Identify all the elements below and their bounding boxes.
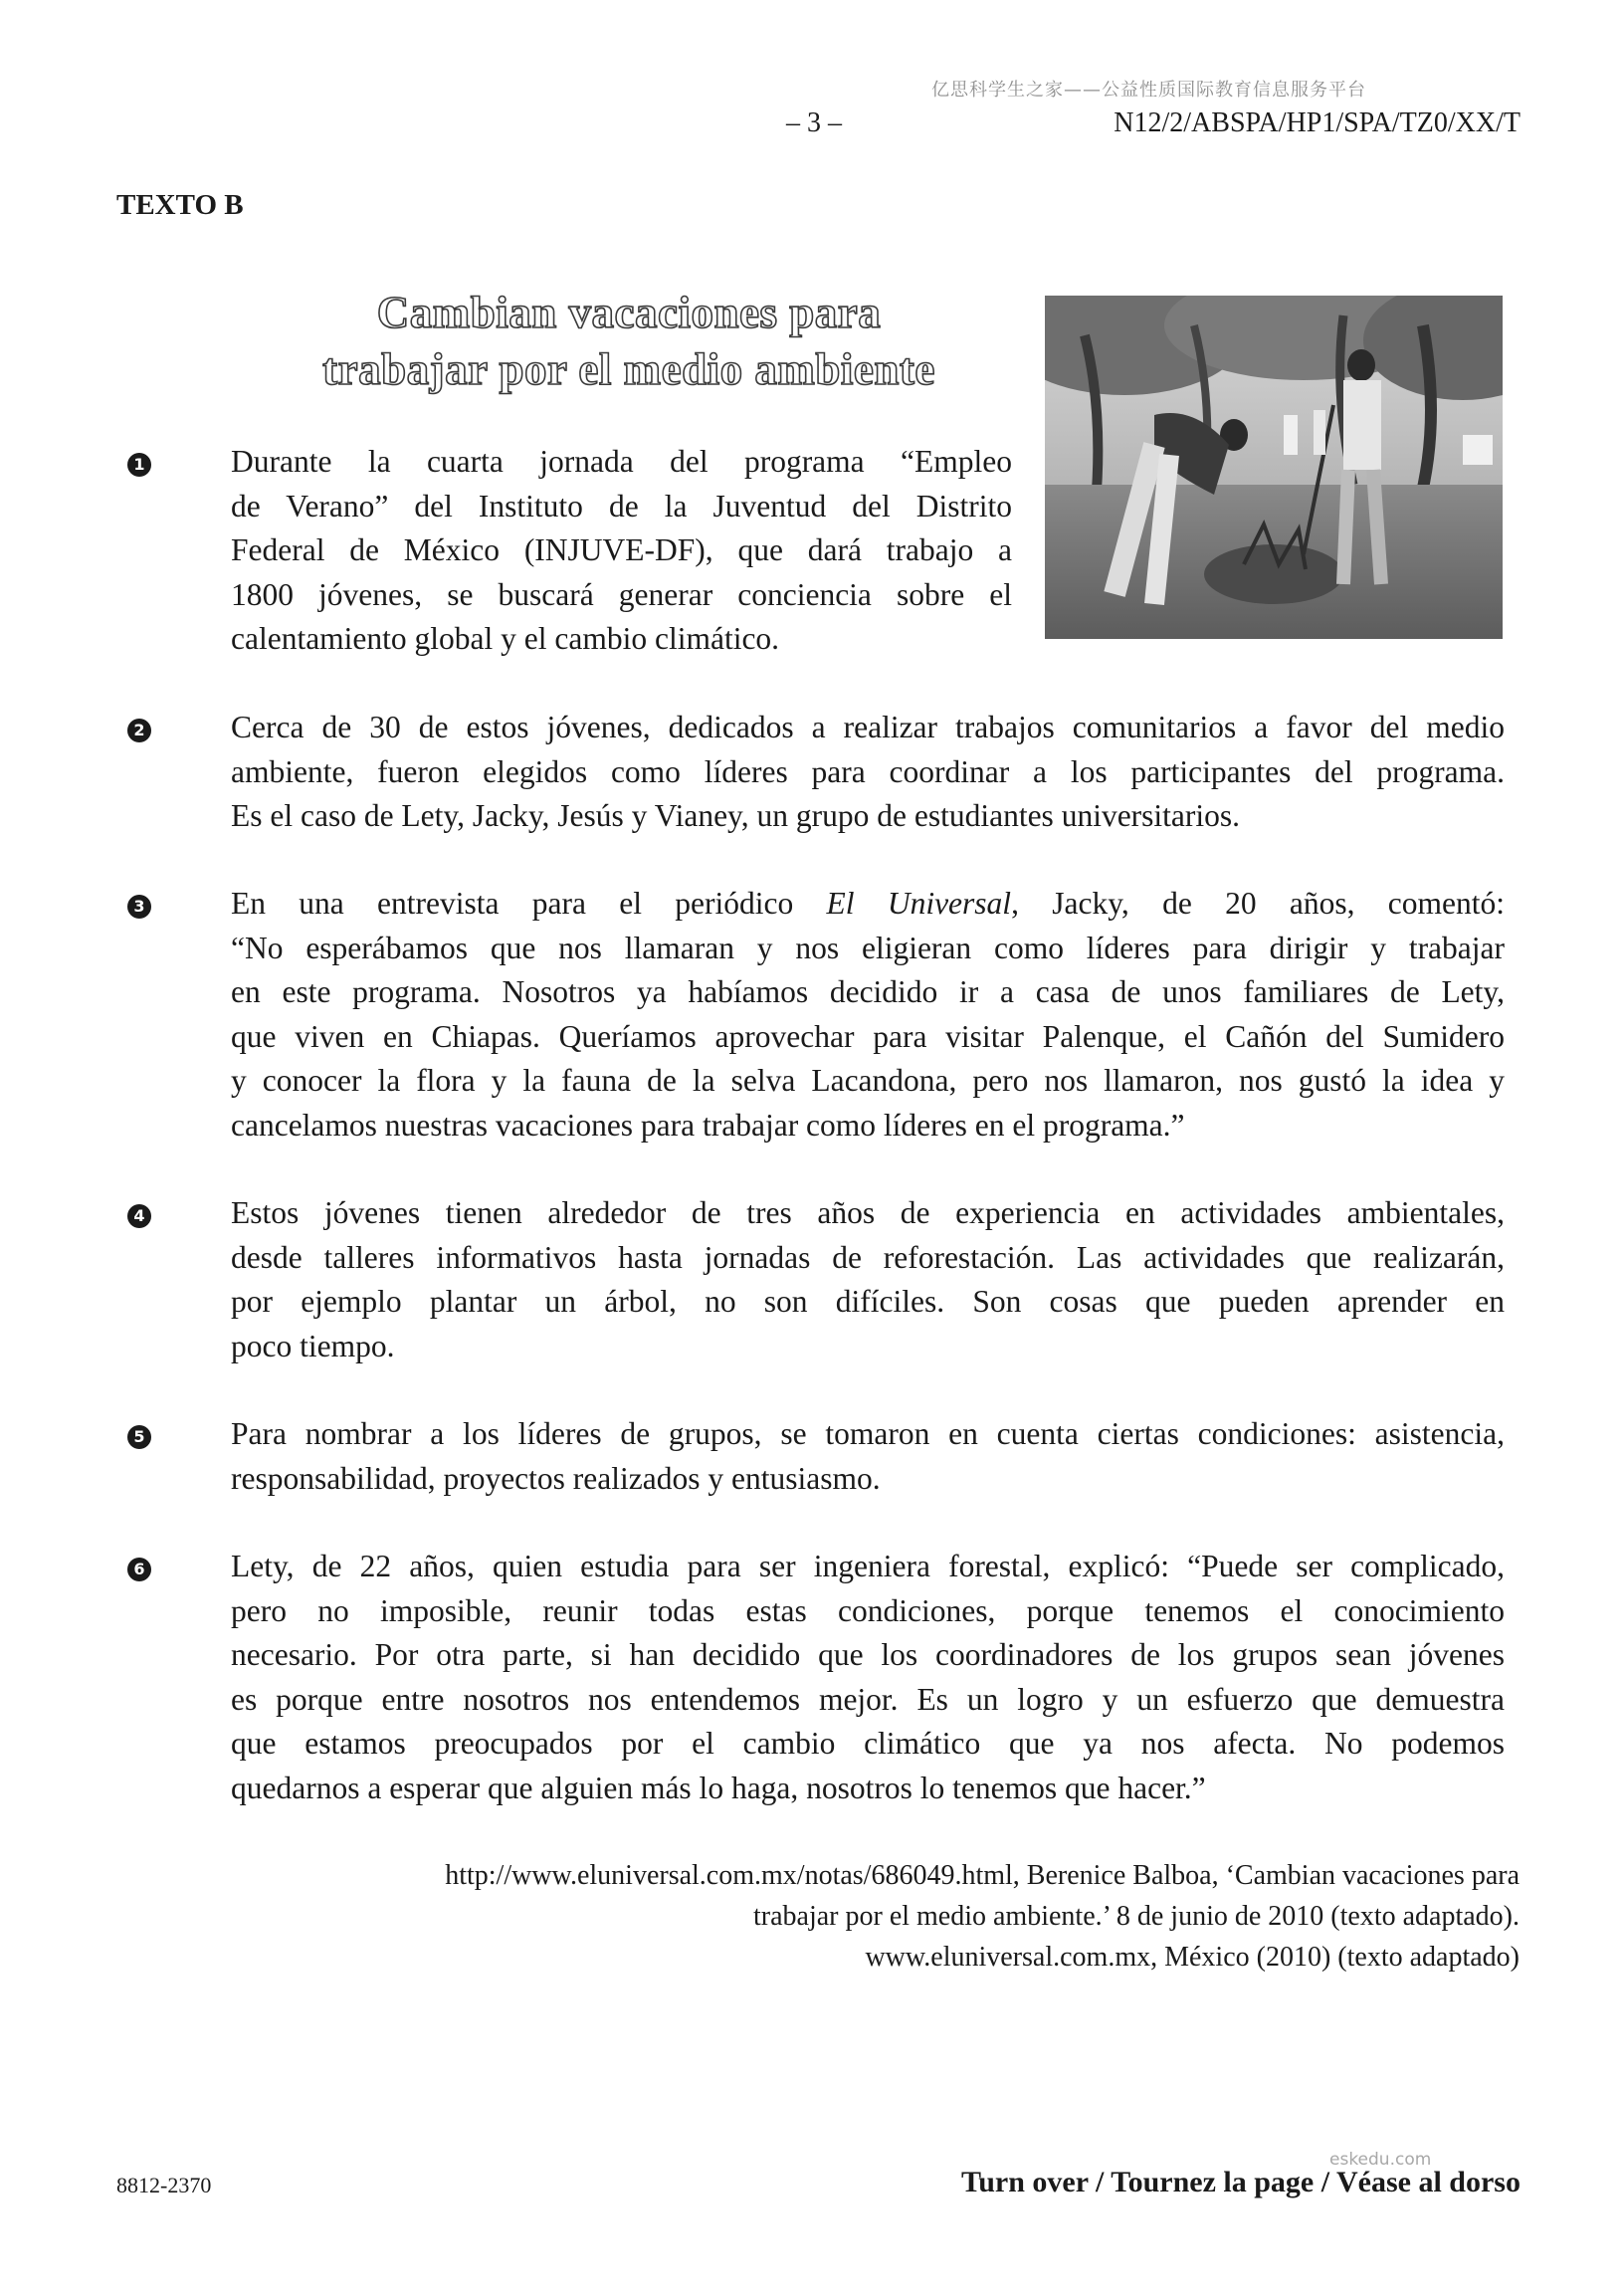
paragraph-number-5: 5: [127, 1425, 151, 1449]
paragraph-6-line: es porque entre nosotros nos entendemos mejor. Es un logro y un esfuerzo que demuestra: [231, 1681, 1505, 1717]
source-line-3: www.eluniversal.com.mx, México (2010) (texto adaptado): [865, 1942, 1520, 1973]
article-title-line-1: Cambian vacaciones para: [376, 288, 882, 337]
newspaper-name: El Universal: [826, 886, 1012, 921]
paragraph-6-line: quedarnos a esperar que alguien más lo haga, nosotros lo tenemos que hacer.”: [231, 1770, 1206, 1805]
paragraph-4-line: por ejemplo plantar un árbol, no son difíciles. Son cosas que pueden aprender en: [231, 1284, 1505, 1319]
paragraph-number-1: 1: [127, 453, 151, 477]
paragraph-5: [231, 1412, 1505, 1501]
paragraph-3-line: cancelamos nuestras vacaciones para trabajar como líderes en el programa.”: [231, 1107, 1185, 1143]
paragraph-4-line: poco tiempo.: [231, 1328, 395, 1363]
paragraph-3-line: que viven en Chiapas. Queríamos aprovechar para visitar Palenque, el Cañón del Sumidero: [231, 1018, 1505, 1054]
paragraph-1-line: calentamiento global y el cambio climático.: [231, 621, 780, 656]
source-line-1: http://www.eluniversal.com.mx/notas/686049.html, Berenice Balboa, ‘Cambian vacaciones para: [445, 1860, 1520, 1891]
paragraph-number-4: 4: [127, 1204, 151, 1228]
paragraph-number-3: 3: [127, 895, 151, 919]
paragraph-6-line: pero no imposible, reunir todas estas condiciones, porque tenemos el conocimiento: [231, 1592, 1505, 1628]
paragraph-1-line: Federal de México (INJUVE-DF), que dará trabajo a: [231, 532, 1012, 567]
paragraph-6-line: que estamos preocupados por el cambio climático que ya nos afecta. No podemos: [231, 1726, 1505, 1761]
article-photo: [1045, 296, 1503, 639]
paragraph-2-line: ambiente, fueron elegidos como líderes para coordinar a los participantes del programa.: [231, 753, 1505, 789]
paragraph-number-2: 2: [127, 719, 151, 742]
paragraph-1: [231, 440, 1012, 662]
paragraph-4: [231, 1191, 1505, 1368]
paragraph-3-line: en este programa. Nosotros ya habíamos decidido ir a casa de unos familiares de Lety,: [231, 974, 1505, 1009]
paragraph-1-line: de Verano” del Instituto de la Juventud del Distrito: [231, 488, 1012, 523]
article-title: [221, 285, 1037, 398]
paragraph-3-line: [231, 882, 1505, 927]
footer-code: 8812-2370: [116, 2173, 212, 2197]
paragraph-4-line: Estos jóvenes tienen alrededor de tres años de experiencia en actividades ambientales,: [231, 1195, 1505, 1230]
paragraph-3-line-1-post: , Jacky, de 20 años, comentó:: [1011, 886, 1505, 921]
document-code: N12/2/ABSPA/HP1/SPA/TZ0/XX/T: [1114, 107, 1521, 138]
paragraph-1-line: 1800 jóvenes, se buscará generar conciencia sobre el: [231, 576, 1012, 612]
source-line-2: trabajar por el medio ambiente.’ 8 de junio de 2010 (texto adaptado).: [753, 1901, 1520, 1932]
paragraph-6-line: Lety, de 22 años, quien estudia para ser ingeniera forestal, explicó: “Puede ser complicado,: [231, 1549, 1505, 1583]
paragraph-3-line-1-pre: En una entrevista para el periódico: [231, 886, 827, 921]
paragraph-4-line: desde talleres informativos hasta jornadas de reforestación. Las actividades que realizarán,: [231, 1239, 1505, 1275]
article-title-line-2: trabajar por el medio ambiente: [322, 344, 935, 394]
section-label: TEXTO B: [116, 189, 244, 221]
paragraph-3-line: y conocer la flora y la fauna de la selva Lacandona, pero nos llamaron, nos gustó la idea y: [231, 1063, 1505, 1098]
paragraph-2-line: Es el caso de Lety, Jacky, Jesús y Vianey, un grupo de estudiantes universitarios.: [231, 798, 1241, 833]
paragraph-number-6: 6: [127, 1558, 151, 1581]
paragraph-3-line: “No esperábamos que nos llamaran y nos eligieran como líderes para dirigir y trabajar: [231, 930, 1505, 965]
paragraph-6: [231, 1545, 1505, 1810]
turn-over-label: Turn over / Tournez la page / Véase al dorso: [960, 2166, 1521, 2198]
footer-watermark: eskedu.com: [1329, 2150, 1432, 2170]
header-watermark: 亿思科学生之家——公益性质国际教育信息服务平台: [931, 80, 1366, 101]
paragraph-5-line: responsabilidad, proyectos realizados y entusiasmo.: [231, 1460, 881, 1496]
page-number: – 3 –: [786, 107, 842, 138]
paragraph-6-line: necesario. Por otra parte, si han decidido que los coordinadores de los grupos sean jóvenes: [231, 1637, 1505, 1672]
paragraph-1-line: Durante la cuarta jornada del programa “Empleo: [231, 444, 1012, 479]
paragraph-2: [231, 706, 1505, 839]
paragraph-3: [231, 882, 1505, 1148]
paragraph-2-line: Cerca de 30 de estos jóvenes, dedicados a realizar trabajos comunitarios a favor del medio: [231, 710, 1505, 744]
source-citation: [231, 1855, 1520, 1978]
paragraph-5-line: Para nombrar a los líderes de grupos, se tomaron en cuenta ciertas condiciones: asistencia,: [231, 1416, 1505, 1451]
